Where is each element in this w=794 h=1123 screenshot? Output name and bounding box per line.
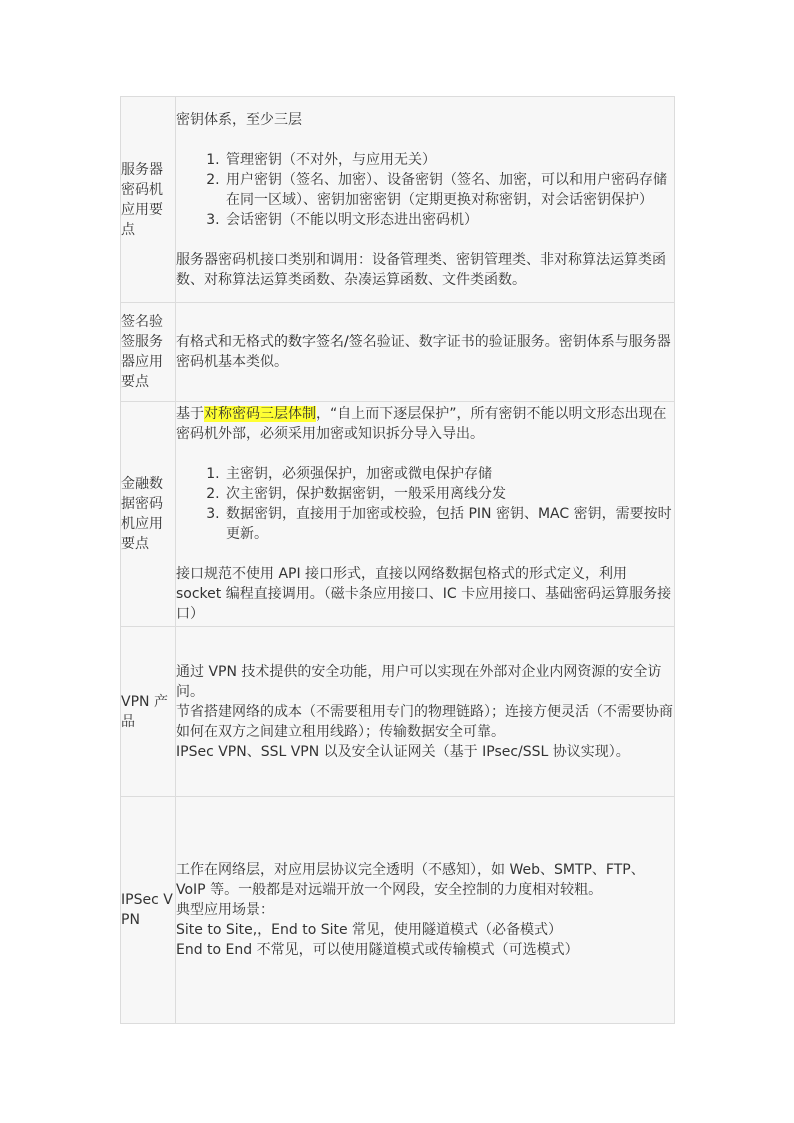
content-paragraph: 密钥体系，至少三层	[176, 111, 302, 128]
key-points-table	[120, 96, 675, 1024]
content-paragraph: IPSec VPN、SSL VPN 以及安全认证网关（基于 IPsec/SSL 协议实现）。	[176, 743, 630, 760]
table-row	[121, 797, 675, 1024]
row-content	[176, 97, 675, 303]
highlighted-text: 对称密码三层体制	[204, 406, 316, 422]
row-label: IPSec VPN	[121, 797, 176, 1024]
content-paragraph: 服务器密码机接口类别和调用：设备管理类、密钥管理类、非对称算法运算类函数、对称算法运算类函数、杂凑运算函数、文件类函数。	[176, 251, 666, 288]
content-paragraph: 工作在网络层，对应用层协议完全透明（不感知），如 Web、SMTP、FTP、VoIP 等。一般都是对远端开放一个网段，安全控制的力度相对较粗。	[176, 862, 645, 898]
content-paragraph: 通过 VPN 技术提供的安全功能，用户可以实现在外部对企业内网资源的安全访问。	[176, 663, 662, 700]
text-run: 有格式和无格式	[176, 334, 274, 350]
row-label: 服务器密码机应用要点	[121, 97, 176, 303]
list-item: 3. 数据密钥，直接用于加密或校验，包括 PIN 密钥、MAC 密钥，需要按时更新。	[224, 504, 674, 544]
row-content	[176, 303, 675, 402]
text-run: 名验证、数字证书的验证服务。密钥体系与服务器密码机基本类似。	[176, 334, 671, 370]
row-label: VPN 产品	[121, 627, 176, 797]
table-row	[121, 402, 675, 627]
row-content	[176, 402, 675, 627]
row-label: 金融数据密码机应用要点	[121, 402, 176, 627]
content-paragraph: Site to Site,，End to Site 常见，使用隧道模式（必备模式）	[176, 922, 563, 938]
content-paragraph: End to End 不常见，可以使用隧道模式或传输模式（可选模式）	[176, 942, 579, 958]
numbered-list	[176, 150, 674, 230]
text-run: ，“自上而下逐层保护”，所有密钥不能以明文形态出现在密码机外部，必须采用加密或知识拆分导入导出。	[176, 406, 667, 442]
text-run: 基于	[176, 406, 204, 422]
content-paragraph: 典型应用场景：	[176, 902, 274, 918]
list-item: 3. 会话密钥（不能以明文形态进出密码机）	[224, 210, 674, 230]
row-label: 签名验签服务器应用要点	[121, 303, 176, 402]
table-row	[121, 627, 675, 797]
list-item: 2. 次主密钥，保护数据密钥，一般采用离线分发	[224, 484, 674, 504]
content-paragraph	[176, 332, 674, 372]
table-row	[121, 97, 675, 303]
list-item: 1. 管理密钥（不对外，与应用无关）	[224, 150, 674, 170]
list-item: 1. 主密钥，必须强保护，加密或微电保护存储	[224, 464, 674, 484]
content-paragraph: 接口规范不使用 API 接口形式，直接以网络数据包格式的形式定义，利用 socket 编程直接调用。（磁卡条应用接口、IC 卡应用接口、基础密码运算服务接口）	[176, 566, 672, 622]
row-content	[176, 627, 675, 797]
list-item: 2. 用户密钥（签名、加密）、设备密钥（签名、加密，可以和用户密码存储在同一区域）、密钥加密密钥（定期更换对称密钥，对会话密钥保护）	[224, 170, 674, 210]
numbered-list	[176, 464, 674, 544]
content-paragraph: 节省搭建网络的成本（不需要租用专门的物理链路）；连接方便灵活（不需要协商如何在双方之间建立租用线路）；传输数据安全可靠。	[176, 703, 673, 740]
text-run: 的数字签名/签	[274, 334, 363, 350]
content-paragraph	[176, 404, 674, 444]
table-row	[121, 303, 675, 402]
row-content	[176, 797, 675, 1024]
